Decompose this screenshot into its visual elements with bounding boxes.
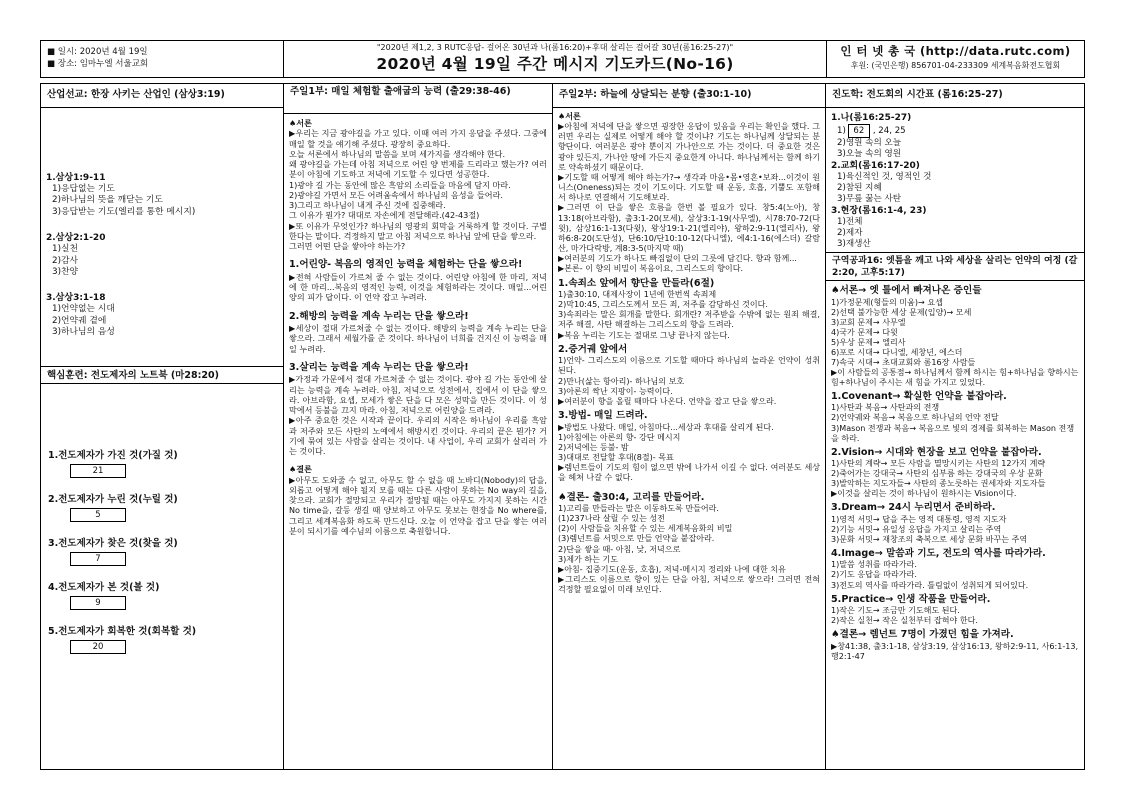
point-text: ▶가정과 가문에서 절대 가르쳐줄 수 없는 것이다. 광야 길 가는 동안에 살리는 능력을 계속 누려라. 아침, 저녁으로 성전에서, 집에서 이 단을 쌓으라. 아브라함, 요셉, 모세가 쌓은 단을 다 모은 성막을 만든 것이다. 이 성막에서 등불을 끄지 마라. 아침, 저녁으로 어린양을 드려라. ▶아주 중요한 것은 시작과 끝이다. 우리의 시작은 하나님이 우리를 흑암과 저주와 모든 사탄의 노예에서 해방시킨 것이다. 우리의 끝은 뭔가? 거기에 묶여 있는 사람을 살리는 것이다. 내 사업이, 우리 교회가 살리러 가는 것이다.	[289, 374, 547, 456]
column-heading: 산업선교: 한장 사키는 산업인 (삼상3:19)	[41, 84, 283, 108]
point-text: ▶방법도 나왔다. 매일, 아침마다...세상과 후대를 살리게 된다. 1)아침에는 아론의 향- 강단 메시지 2)저녁에는 등불- 밤 3)대대로 전달할 후대(8절)- 목표 ▶렘넌트들이 기도의 힘이 없으면 밖에 나가서 이길 수 없다. 여러분도 세상을 헤쳐 나갈 수 없다.	[558, 422, 820, 483]
point-title: 2.해방의 능력을 계속 누리는 단을 쌓으라!	[289, 310, 469, 322]
list-item: 2)언약궤 곁에	[52, 315, 107, 326]
column-sunday-first-service	[284, 84, 553, 769]
header-subtitle: "2020년 제1,2, 3 RUTC응답- 걸어온 30년과 나(롬16:20)+후대 살리는 걸어갈 30년(롬16:25-27)"	[376, 43, 734, 52]
intro-title: ♠서론	[289, 118, 312, 128]
point-text: 1)사탄과 복음→ 사탄과의 전쟁 2)언약궤와 복음→ 복음으로 하나님의 언약 전달 3)Mason 전쟁과 복음→ 복음으로 빛의 경제를 회복하는 Mason 전쟁을 하라.	[831, 403, 1075, 443]
list-item: 2)하나님의 뜻을 깨닫는 기도	[52, 195, 163, 206]
point-title: 1.속죄소 앞에서 향단을 만들라(6절)	[558, 277, 715, 289]
list-item: 2)영원 속의 오늘	[837, 138, 902, 148]
conclusion-text: ▶창41:38, 출3:1-18, 삼상3:19, 삼상16:13, 왕하2:9-11, 사6:1-13, 행2:1-47	[831, 641, 1079, 661]
section-title: 2.교회(롬16:17-20)	[831, 161, 920, 171]
cell-group-heading: 구역공과16: 엣틈을 깨고 나와 세상을 살리는 언약의 여정 (갈2:20, 고후5:17)	[826, 253, 1084, 281]
answer-box: 21	[70, 464, 126, 478]
header-info	[41, 41, 284, 77]
account-line: 후원: (국민은행) 856701-04-233309 세계복음화전도협회	[850, 61, 1061, 70]
outline-section-1	[46, 172, 278, 218]
point-text: 1)작은 기도→ 조금만 기도해도 된다. 2)작은 실천→ 작은 실천부터 잡혀야 한다.	[831, 606, 978, 626]
website-line: 인 터 넷 총 국 (http://data.rutc.com)	[840, 44, 1071, 58]
fill-in-list	[41, 384, 283, 654]
item-list	[831, 124, 1079, 160]
point-text: 1)영적 서밋→ 답을 주는 영적 대통령, 영적 지도자 2)기능 서밋→ 유일성 응답을 가지고 살리는 주역 3)문화 서밋→ 재창조의 축복으로 세상 문화 바꾸는 주역	[831, 514, 1028, 544]
column-heading: 주일1부: 매일 체험할 출애굽의 능력 (출29:38-46)	[284, 84, 552, 114]
point-text: 1)말씀 성취를 따라가라. 2)기도 응답을 따라가라. 3)전도의 역사를 따라가라. 틀림없이 성취되게 되어있다.	[831, 560, 1029, 590]
fill-in-label: 5.전도제자가 회복한 것(회복할 것)	[48, 626, 197, 637]
column-sunday-second-service	[553, 84, 826, 769]
list-item: 2)참된 지혜	[837, 183, 882, 193]
conclusion-text: 1)고리를 만들라는 말은 이동하도록 만들어라. (1)237나라 살릴 수 있는 성전 (2)이 사람들을 치유할 수 있는 세계복음화의 비밀 (3)렘넌트를 서밋으로 만들 언약을 붙잡아라. 2)단을 쌓을 때- 아침, 낮, 저녁으로 3)제가 하는 기도 ▶아침- 집중기도(운동, 호흡), 저녁-메시지 정리와 나에 대한 치유 ▶그리스도 이름으로 향이 있는 단을 아침, 저녁으로 쌓으라! 그러면 전혀 걱정할 필요없이 미래 보인다.	[558, 504, 820, 595]
section-title: 2.삼상2:1-20	[46, 233, 106, 244]
answer-box: 5	[70, 508, 126, 522]
item-list	[831, 217, 1079, 250]
point-text: 1)사탄의 계략→ 모든 사람을 멸망시키는 사탄의 12가지 계략 2)죽어가는 강대국→ 사탄의 심부름 하는 강대국의 우상 문화 3)발악하는 지도자들→ 사탄의 종노릇하는 권세자와 지도자들 ▶이것을 살리는 것이 하나님이 원하시는 Vision이다.	[831, 459, 1046, 499]
sermon-body	[284, 114, 552, 540]
item-list	[46, 244, 278, 278]
conclusion-title: ♠결론	[289, 464, 312, 475]
answer-box: 62	[848, 124, 870, 138]
list-item: 3)하나님의 음성	[52, 327, 115, 338]
item-suffix: , 24, 25	[872, 126, 906, 136]
point-title: 3.Dream→ 24시 누리면서 준비하라.	[831, 502, 996, 514]
list-item: 3)찬양	[52, 267, 79, 278]
list-item: 2)제자	[837, 228, 863, 238]
section-title: 1.삼상1:9-11	[46, 173, 106, 183]
point-text: 1)언약- 그리스도의 이름으로 기도할 때마다 하나님의 놀라운 언약이 성취된다. 2)만나(삶는 항아리)- 하나님의 보호 3)아론의 싹난 지팡이- 능력이다. ▶여러분이 향을 올릴 때마다 나온다. 언약을 잡고 단을 쌓으라.	[558, 356, 820, 406]
fill-in-item	[48, 450, 283, 478]
sermon-body	[553, 108, 825, 599]
list-item: 3)무릎 꿇는 사탄	[837, 194, 902, 204]
point-text: ▶세상이 절대 가르쳐줄 수 없는 것이다. 해방의 능력을 계속 누리는 단을 쌓으라. 그래서 세월가를 준 것이다. 하나님이 너희를 건지신 이 능력을 매일 누려라.	[289, 323, 547, 354]
fill-in-label: 4.전도제자가 본 것(볼 것)	[48, 582, 160, 593]
answer-box: 20	[70, 640, 126, 654]
intro-text: ▶우리는 지금 광야길을 가고 있다. 이때 여러 가지 응답을 주셨다. 그중에 매일 할 것을 얘기해 주셨다. 광장히 중요하다. 오늘 서론에서 하나님의 말씀을 보며 세가지를 생각해야 한다. 왜 광야길을 가는데 아침 저녁으로 어린 양 번제를 드리라고 했는가? 여러분이 아침에 기도하고 저녁에 기도할 수 있다면 성공한다. 1)광야 길 가는 동안에 많은 흑암의 소리들을 마음에 담지 마라. 2)광야길 가면서 모든 어려움속에서 하나님의 음성을 들어라. 3)그리고 하나님이 내게 주신 것에 집중해라. 그 이유가 뭔가? 대대로 자손에게 전달해라.(42-43절) ▶또 이유가 무엇인가? 하나님의 영광의 회막을 거룩하게 할 것이다. 구별한다는 말이다. 걱정하지 말고 아침 저녁으로 하나님 앞에 단을 쌓으라. 그러면 어떤 단을 쌓아야 하는가?	[289, 128, 547, 251]
item-list	[831, 172, 1079, 205]
outline-body	[826, 108, 1084, 252]
point-title: 3.살리는 능력을 계속 누리는 단을 쌓으라!	[289, 361, 469, 373]
conclusion-title: ♠결론→ 렘넌트 7명이 가졌던 힘을 가져라.	[831, 629, 1014, 641]
list-item: 1)언약없는 시대	[52, 304, 115, 315]
section-title: 1.나(롬16:25-27)	[831, 113, 912, 123]
content-columns	[40, 83, 1085, 770]
point-title: 3.방법- 매일 드려라.	[558, 410, 648, 422]
fill-in-item	[48, 494, 283, 522]
list-item: 3)오늘 속의 영원	[837, 149, 902, 159]
header-title-block	[284, 41, 827, 77]
page-title: 2020년 4월 19일 주간 메시지 기도카드(No-16)	[376, 55, 734, 73]
answer-box: 9	[70, 596, 126, 610]
fill-in-label: 1.전도제자가 가진 것(가질 것)	[48, 450, 178, 461]
outline-section-3	[46, 292, 278, 338]
prayer-card-page	[40, 40, 1085, 770]
fill-in-label: 3.전도제자가 찾은 것(찾을 것)	[48, 538, 178, 549]
column-heading: 진도학: 전도회의 시간표 (롬16:25-27)	[826, 84, 1084, 108]
header-bar	[40, 40, 1085, 78]
point-text: 1)출30:10, 대제사장이 1년에 한번씩 속죄제 2)막10:45, 그리스도께서 모든 죄, 저주를 감당하신 것이다. 3)속죄라는 말은 회개를 말한다. 회개란? 저주받을 수밖에 없는 원죄 해결, 저주 해결, 사탄 해결하는 그리스도의 향을 드려라. ▶복음 누리는 기도는 절대로 그냥 끝나지 않는다.	[558, 290, 820, 340]
list-item: 3)재생산	[837, 239, 871, 249]
intro-title: ♠서론	[558, 112, 581, 121]
point-title: 1.Covenant→ 확실한 언약을 붙잡아라.	[831, 390, 1007, 402]
intro-text: ▶아침에 저녁에 단을 쌓으면 굉장한 응답이 있음을 우리는 확인을 했다. 그러면 우리는 실제로 어떻게 해야 할 것이냐? 기도는 하나님께 상달되는 분향단이다. 여러분은 광야 뿐이지 가나안으로 가는 것이다. 더 중요한 것은 광야 있든지, 가나안 땅에 가든지 중요한게 아니다. 하나님께서는 함께 하기로 약속하셨기 때문이다. ▶기도할 때 어떻게 해야 하는가?→ 생각과 마음•몸•영혼•보좌...이것이 원니스(Oneness)되는 것이 기도이다. 기도할 때 운동, 호흡, 기뿔도 포함해서 하나로 연결해서 기도해보라. ▶그러면 이 단을 쌓은 흐름을 한번 볼 필요가 있다. 창5:4(노아), 창13:18(아브라함), 출3:1-20(모세), 삼상3:1-19(사무엘), 시78:70-72(다윗), 삼상16:1-13(다윗), 왕상19:1-21(엘리야), 왕하2:9-11(엘리사), 왕하6:8-20(도단성), 단6:10/단10:10-12(다니엘), 에4:1-16(에스더) 갈람산, 마가다락방, 계8:3-5(마지막 때) ▶여러분의 기도가 하나도 빠짐없이 단의 그릇에 담긴다. 향과 함께... ▶본론- 이 향의 비밀이 복음이요, 그리스도의 향이다.	[558, 122, 820, 274]
list-item	[837, 124, 1079, 138]
item-list	[46, 184, 278, 218]
fill-in-item	[48, 626, 283, 654]
point-title: 1.어린양- 복음의 영적인 능력을 체험하는 단을 쌓으라!	[289, 259, 523, 271]
cell-group-body	[826, 281, 1084, 666]
item-prefix: 1)	[837, 126, 846, 136]
outline-body	[41, 108, 283, 364]
column-evangelism-study	[826, 84, 1084, 769]
list-item: 1)전체	[837, 217, 863, 227]
outline-section-2	[46, 232, 278, 278]
fill-in-item	[48, 582, 283, 610]
column-industrial-mission	[41, 84, 284, 769]
point-title: 4.Image→ 말씀과 기도, 전도의 역사를 따라가라.	[831, 547, 1046, 559]
column-heading: 주일2부: 하늘에 상달되는 분향 (출30:1-10)	[553, 84, 825, 108]
point-title: 5.Practice→ 인생 작품을 만들어라.	[831, 593, 991, 605]
list-item: 1)응답없는 기도	[52, 184, 115, 194]
list-item: 1)실천	[52, 244, 79, 255]
item-list	[46, 304, 278, 338]
point-title: 2.증거궤 앞에서	[558, 343, 628, 355]
list-item: 1)육신적인 것, 영적인 것	[837, 172, 932, 182]
fill-in-label: 2.전도제자가 누린 것(누릴 것)	[48, 494, 178, 505]
conclusion-text: ▶아무도 도와줄 수 없고, 아무도 할 수 없을 때 노바디(Nobody)의 답을, 외롭고 어떻게 해야 될지 모를 때는 다른 사람이 못하는 No way의 길을, 찾으라. 교회가 절망되고 우리가 절망될 때는 아무도 가지지 못하는 시간 No time을, 갈등 생길 때 양보하고 아무도 못보는 현장을 No where를, 그리고 세계복음화 하도록 만드신다. 오늘 이 언약을 잡고 단을 쌓는 여러분이 되시기를 예수님의 이름으로 축원합니다.	[289, 474, 547, 536]
conclusion-title: ♠결론- 출30:4, 고리를 만들어라.	[558, 491, 705, 503]
list-item: 2)감사	[52, 255, 79, 266]
place-line: ■ 장소: 임마누엘 서울교회	[47, 59, 149, 69]
point-title: 2.Vision→ 시대와 현장을 보고 언약을 붙잡아라.	[831, 446, 1042, 458]
header-contact	[827, 41, 1084, 77]
point-text: ▶전혀 사람들이 가르쳐 줄 수 없는 것이다. 어린양 아침에 한 마리, 저녁에 한 마리...복음의 영적인 능력, 이것을 체험하라는 것이다. 매일...어린양의 피가 답이다. 이 언약 잡고 누려라.	[289, 271, 547, 303]
date-line: ■ 일시: 2020년 4월 19일	[47, 47, 148, 57]
intro-title: ♠서론→ 엣 틀에서 빠져나온 증인들	[831, 285, 982, 296]
list-item: 3)응답받는 기도(엘리를 통한 메시지)	[52, 206, 196, 217]
memorization-heading: 핵심훈련: 전도제자의 노트북 (마28:20)	[41, 367, 283, 384]
intro-text: 1)가정문제(형들의 미움)→ 요셉 2)선택 불가능한 세상 문제(입양)→ 모세 3)교회 문제→ 사무엘 4)국가 문제→ 다윗 5)우상 문제→ 엘리사 6)포로 시대→ 다니엘, 세창년, 에스더 7)속국 시대→ 초대교회와 롬16장 사람들 ▶이 사람들의 공통점→ 하나님께서 함께 하시는 힘+하나님을 향하시는 힘+하나님이 주시는 새 힘을 가지고 있었다.	[831, 297, 1079, 387]
section-title: 3.삼상3:1-18	[46, 293, 106, 304]
section-title: 3.현장(롬16:1-4, 23)	[831, 206, 927, 216]
answer-box: 7	[70, 552, 126, 566]
fill-in-item	[48, 538, 283, 566]
